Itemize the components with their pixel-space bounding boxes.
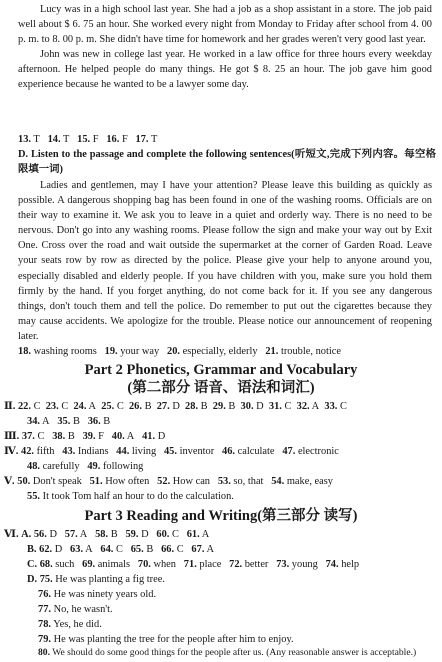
answer-item: 63. A [70, 544, 93, 555]
answers-18-21 [18, 344, 432, 359]
answer-item: 28. B [185, 401, 208, 412]
paragraph-john: John was new in college last year. He worked in a law office for three hours every weekday afternoon. He helped people do many things. He got $ 8. 25 an hour. The job gave him good experience because he wanted to be a lawyer some day. [18, 49, 432, 91]
answer-item: 13. T [18, 134, 40, 145]
answer-item: 37. C [21, 431, 45, 442]
answer-item: 52. How can [157, 476, 211, 487]
section-vi-d77: 77. No, he wasn't. [38, 604, 113, 615]
answer-item: 17. T [135, 134, 158, 145]
section-d-passage: Ladies and gentlemen, may I have your attention? Please leave this building as quickly as possible. A dangerous shopping bag has been found in one of the washing rooms. Officials are on their way to examine it. We ask you to leave in a quiet and orderly way. There is no need to be nervous. Don't go into any washing rooms. Please follow the sign and make your way out by Exit One. Cross over the road and wait outside the supermarket at the corner of Garden Road. Leave your seats row by row as directed by the police. Please give your help to anyone around you, especially disabled and elderly people. If you have children with you, make sure you hold them firmly by the hand. If you forget anything, do not come back for it. If you see any dangerous things, don't touch them and tell the police. Do remember to put out the cigarettes because they may cause accidents. We apologize for the trouble. Please notice our announcement of reopening later. [18, 180, 432, 342]
section-vi-d76: 76. He was ninety years old. [38, 589, 157, 600]
answer-item: 49. following [87, 461, 144, 472]
answer-item: 48. carefully [27, 461, 80, 472]
answer-item: 27. D [156, 401, 180, 412]
answer-item: 14. T [47, 134, 70, 145]
answer-item: 72. better [229, 559, 269, 570]
answer-item: 26. B [128, 401, 152, 412]
answer-item: 20. especially, elderly [167, 346, 258, 357]
part3-title: Part 3 Reading and Writing(第三部分 读写) [84, 508, 358, 524]
answer-item: 19. your way [104, 346, 160, 357]
section-ii-row2 [27, 414, 432, 429]
answer-item: 23. C [45, 401, 69, 412]
answer-item: 54. make, easy [271, 476, 334, 487]
answer-item: 32. A [296, 401, 320, 412]
answer-item: 64. C [100, 544, 123, 555]
section-vi-d80: 80. We should do some good things for the people after us. (Any reasonable answer is acceptable.) [38, 647, 417, 658]
answer-item: 50. Don't speak [17, 476, 82, 487]
answer-item: 74. help [325, 559, 360, 570]
section-vi-c [27, 557, 432, 572]
answer-item: 46. calculate [222, 446, 275, 457]
answer-item: 29. B [212, 401, 236, 412]
section-vi-d78: 78. Yes, he did. [38, 619, 102, 630]
answer-item: 61. A [186, 529, 210, 540]
answer-item: 70. when [137, 559, 176, 570]
section-iv-row2 [27, 459, 432, 474]
answer-item: 35. B [57, 416, 80, 427]
answer-item: 40. A [111, 431, 135, 442]
answer-item: 58. B [95, 529, 118, 540]
answer-item: 59. D [125, 529, 149, 540]
answer-item: C. 68. such [27, 559, 75, 570]
paragraph-lucy: Lucy was in a high school last year. She had a job as a shop assistant in a store. The job paid well about $ 6. 75 an hour. She worked every night from Monday to Friday after school from 4. 00 p. m. to 8. 00 p. m. She didn't have time for homework and her grades weren't very good last year. [18, 4, 432, 46]
section-vi-a: Ⅵ. A. 56. D 57. A 58. B 59. D 60. C 61. A [4, 529, 210, 540]
answer-item: 16. F [106, 134, 128, 145]
answer-item: 31. C [268, 401, 292, 412]
section-d-title: D. Listen to the passage and complete the following sentences(听短文,完成下列内容。每空格限填一词) [18, 149, 436, 176]
answer-item: 33. C [324, 401, 347, 412]
answer-item: 15. F [77, 134, 99, 145]
answer-item: 42. fifth [21, 446, 55, 457]
answers-13-17 [18, 132, 432, 147]
section-vi-b [27, 542, 432, 557]
answer-item: 43. Indians [62, 446, 109, 457]
passage-lucy-john [18, 2, 432, 93]
answer-item: 25. C [101, 401, 124, 412]
answer-item: 22. C [17, 401, 41, 412]
answer-item: 39. F [82, 431, 104, 442]
section-iv-row1: Ⅳ. 42. fifth 43. Indians 44. living 45. inventor 46. calculate 47. electronic [4, 446, 339, 457]
answer-item: 41. D [142, 431, 166, 442]
answer-item: 34. A [27, 416, 50, 427]
answer-item: 38. B [52, 431, 75, 442]
answer-item: 65. B [130, 544, 154, 555]
section-vi-d75: D. 75. He was planting a fig tree. [27, 574, 165, 585]
answer-item: 47. electronic [282, 446, 339, 457]
answer-item: 69. animals [82, 559, 131, 570]
answer-item: B. 62. D [27, 544, 63, 555]
answer-item: 30. D [240, 401, 264, 412]
answer-item: 67. A [191, 544, 214, 555]
answer-item: 18. washing rooms [18, 346, 97, 357]
section-iii: Ⅲ. 37. C 38. B 39. F 40. A 41. D [4, 431, 166, 442]
part2-title: Part 2 Phonetics, Grammar and Vocabulary [84, 362, 358, 378]
section-vi-d79: 79. He was planting the tree for the people after him to enjoy. [38, 634, 294, 645]
answer-item: 51. How often [89, 476, 150, 487]
answer-item: 73. young [276, 559, 318, 570]
answer-item: 71. place [183, 559, 222, 570]
answer-item: 53. so, that [217, 476, 264, 487]
answer-item: A. 56. D [21, 529, 57, 540]
answer-item: 24. A [73, 401, 97, 412]
answer-item: 21. trouble, notice [265, 346, 341, 357]
section-v-row1: Ⅴ. 50. Don't speak 51. How often 52. How can 53. so, that 54. make, easy [4, 476, 334, 487]
answer-item: 60. C [156, 529, 179, 540]
answer-item: 57. A [64, 529, 88, 540]
answer-item: 36. B [87, 416, 111, 427]
answer-item: 66. C [161, 544, 184, 555]
section-v-row2: 55. It took Tom half an hour to do the calculation. [27, 491, 234, 502]
answer-item: 45. inventor [163, 446, 215, 457]
section-ii-row1: Ⅱ. 22. C 23. C 24. A 25. C 26. B 27. D 28. B 29. B 30. D 31. C 32. A 33. C [4, 401, 347, 412]
part2-subtitle: (第二部分 语音、语法和词汇) [127, 380, 315, 396]
answer-item: 44. living [116, 446, 157, 457]
